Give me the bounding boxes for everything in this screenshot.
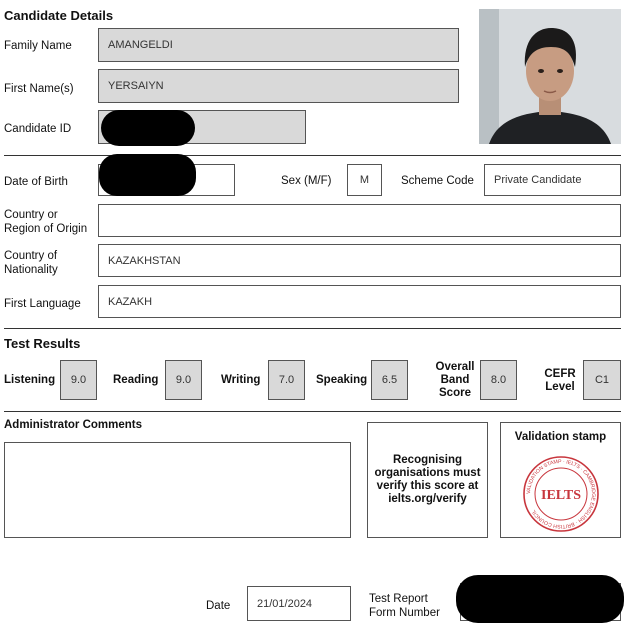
- nationality-label: [4, 249, 58, 277]
- reading-label: Reading: [113, 374, 159, 386]
- family-name-field: AMANGELDI: [98, 28, 459, 62]
- first-name-label: First Name(s): [4, 83, 74, 95]
- overall-label-line3: Score: [439, 387, 471, 399]
- nationality-field: KAZAKHSTAN: [98, 244, 621, 277]
- verify-line4: ielts.org/verify: [388, 493, 467, 505]
- candidate-details-heading: Candidate Details: [4, 8, 114, 23]
- overall-label-line2: Band: [440, 374, 470, 386]
- candidate-id-label: Candidate ID: [4, 123, 72, 135]
- validation-stamp-heading: Validation stamp: [514, 431, 607, 443]
- country-origin-label-line1: Country or: [4, 209, 58, 221]
- redaction-mark: [456, 575, 624, 623]
- scheme-code-field: Private Candidate: [484, 164, 621, 196]
- country-origin-field: [98, 204, 621, 237]
- writing-score: 7.0: [268, 360, 305, 400]
- trf-label-line2: Form Number: [369, 607, 440, 619]
- ielts-stamp-icon: [521, 454, 601, 534]
- cefr-label-line1: CEFR: [544, 368, 576, 380]
- sex-field: M: [347, 164, 382, 196]
- first-language-field: KAZAKH: [98, 285, 621, 318]
- stamp-logo-text: IELTS: [541, 488, 581, 503]
- country-origin-label-line2: Region of Origin: [4, 223, 88, 235]
- listening-label: Listening: [4, 374, 56, 386]
- first-language-label: First Language: [4, 298, 81, 310]
- date-of-birth-label: Date of Birth: [4, 176, 68, 188]
- cefr-level-score: C1: [583, 360, 621, 400]
- validation-stamp-box: [500, 422, 621, 538]
- redaction-mark: [101, 110, 195, 146]
- verify-line3: verify this score at: [376, 480, 479, 492]
- cefr-label-line2: Level: [545, 381, 575, 393]
- divider: [4, 155, 621, 156]
- speaking-score: 6.5: [371, 360, 408, 400]
- administrator-comments-box: [4, 442, 351, 538]
- candidate-photo: [479, 9, 621, 144]
- trf-number-label: [369, 592, 440, 620]
- cefr-level-label: [540, 368, 580, 394]
- nationality-label-line1: Country of: [4, 250, 58, 262]
- speaking-label: Speaking: [316, 374, 368, 386]
- verification-notice: [367, 422, 488, 538]
- overall-band-score: 8.0: [480, 360, 517, 400]
- divider: [4, 411, 621, 412]
- family-name-label: Family Name: [4, 40, 72, 52]
- date-label: Date: [206, 600, 231, 612]
- listening-score: 9.0: [60, 360, 97, 400]
- scheme-code-label: Scheme Code: [401, 175, 474, 187]
- sex-label: Sex (M/F): [281, 175, 332, 187]
- redaction-mark: [99, 154, 196, 196]
- country-origin-label: [4, 208, 87, 236]
- candidate-photo-illustration: [479, 9, 621, 144]
- test-results-heading: Test Results: [4, 336, 81, 351]
- administrator-comments-heading: Administrator Comments: [4, 419, 143, 431]
- verify-line1: Recognising: [392, 454, 462, 466]
- writing-label: Writing: [221, 374, 261, 386]
- verify-line2: organisations must: [374, 467, 481, 479]
- overall-band-label: [433, 361, 477, 400]
- divider: [4, 328, 621, 329]
- trf-label-line1: Test Report: [369, 593, 428, 605]
- stamp-ring-text: VALIDATION STAMP · IELTS · CAMBRIDGE ENGLISH · BRITISH COUNCIL: [525, 458, 597, 530]
- date-field: 21/01/2024: [247, 586, 351, 621]
- first-name-field: YERSAIYN: [98, 69, 459, 103]
- nationality-label-line2: Nationality: [4, 264, 58, 276]
- reading-score: 9.0: [165, 360, 202, 400]
- overall-label-line1: Overall: [435, 361, 475, 373]
